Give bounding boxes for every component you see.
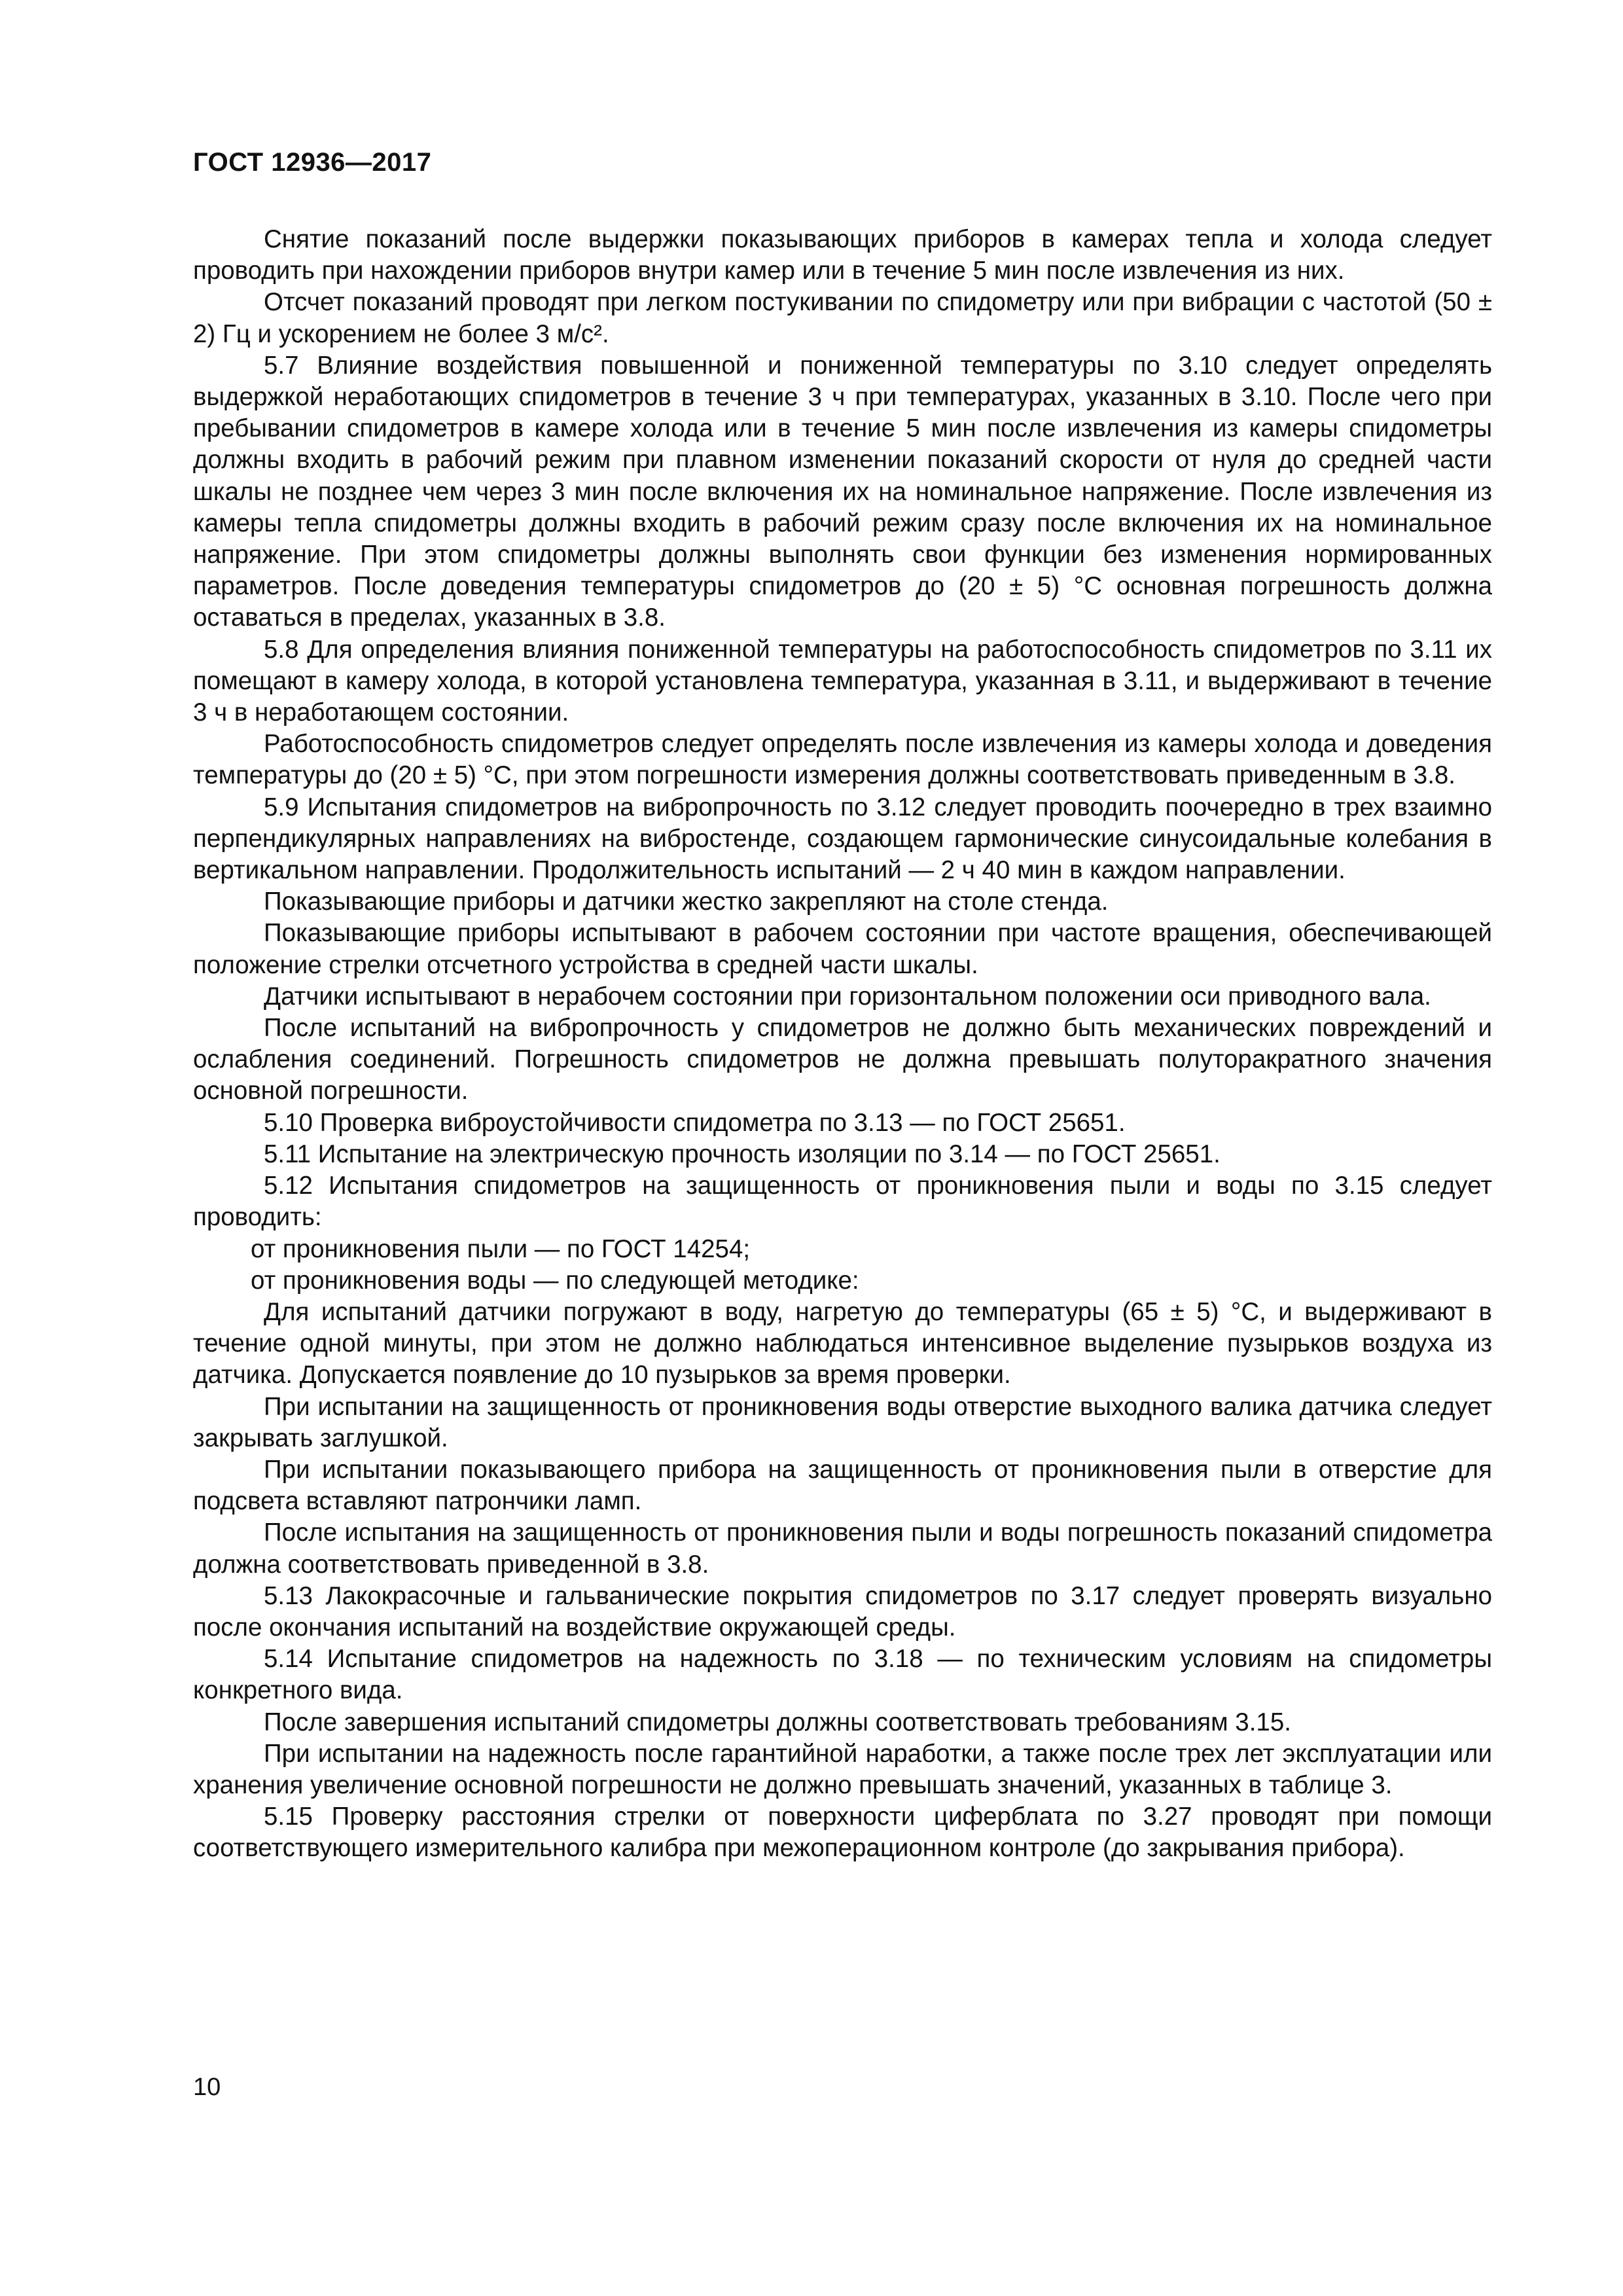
paragraph: При испытании показывающего прибора на защищенность от проникновения пыли в отверстие для подсвета вставляют патрончики ламп. <box>193 1455 1492 1516</box>
list-item: от проникновения воды — по следующей методике: <box>251 1266 859 1295</box>
document-body <box>193 224 1492 1865</box>
paragraph: 5.8 Для определения влияния пониженной температуры на работоспособность спидометров по 3.11 их помещают в камеру холода, в которой установлена температура, указанная в 3.11, и выдерживают в течение 3 ч в неработающем состоянии. <box>193 635 1492 727</box>
page-number: 10 <box>193 2073 221 2101</box>
document-header: ГОСТ 12936—2017 <box>193 148 432 177</box>
paragraph: 5.11 Испытание на электрическую прочность изоляции по 3.14 — по ГОСТ 25651. <box>264 1139 1221 1168</box>
paragraph: После завершения испытаний спидометры должны соответствовать требованиям 3.15. <box>264 1708 1291 1736</box>
paragraph: 5.10 Проверка виброустойчивости спидометра по 3.13 — по ГОСТ 25651. <box>264 1108 1126 1137</box>
list-item: от проникновения пыли — по ГОСТ 14254; <box>251 1234 751 1263</box>
paragraph: Снятие показаний после выдержки показывающих приборов в камерах тепла и холода следует проводить при нахождении приборов внутри камер или в течение 5 мин после извлечения из них. <box>193 225 1492 285</box>
paragraph: 5.15 Проверку расстояния стрелки от поверхности циферблата по 3.27 проводят при помощи соответствующего измерительного калибра при межоперационном контроле (до закрывания прибора). <box>193 1803 1492 1863</box>
paragraph: 5.7 Влияние воздействия повышенной и пониженной температуры по 3.10 следует определять выдержкой неработающих спидометров в течение 3 ч при температурах, указанных в 3.10. После чего при пребывании спидометров в камере холода или в течение 5 мин после извлечения из камеры спидометры должны входить в рабочий режим при плавном изменении показаний скорости от нуля до средней части шкалы не позднее чем через 3 мин после включения их на номинальное напряжение. После извлечения из камеры тепла спидометры должны входить в рабочий режим сразу после включения их на номинальное напряжение. При этом спидометры должны выполнять свои функции без изменения нормированных параметров. После доведения температуры спидометров до (20 ± 5) °С основная погрешность должна оставаться в пределах, указанных в 3.8. <box>193 351 1492 632</box>
paragraph: После испытания на защищенность от проникновения пыли и воды погрешность показаний спидометра должна соответствовать приведенной в 3.8. <box>193 1518 1492 1579</box>
paragraph: 5.12 Испытания спидометров на защищенность от проникновения пыли и воды по 3.15 следует проводить: <box>193 1172 1492 1232</box>
paragraph: Показывающие приборы испытывают в рабочем состоянии при частоте вращения, обеспечивающей положение стрелки отсчетного устройства в средней части шкалы. <box>193 919 1492 979</box>
paragraph: При испытании на надежность после гарантийной наработки, а также после трех лет эксплуатации или хранения увеличение основной погрешности не должно превышать значений, указанных в таблице 3. <box>193 1739 1492 1799</box>
paragraph: Для испытаний датчики погружают в воду, нагретую до температуры (65 ± 5) °С, и выдерживают в течение одной минуты, при этом не должно наблюдаться интенсивное выделение пузырьков воздуха из датчика. Допускается появление до 10 пузырьков за время проверки. <box>193 1297 1492 1390</box>
paragraph: 5.13 Лакокрасочные и гальванические покрытия спидометров по 3.17 следует проверять визуально после окончания испытаний на воздействие окружающей среды. <box>193 1581 1492 1641</box>
paragraph: Показывающие приборы и датчики жестко закрепляют на столе стенда. <box>264 888 1109 916</box>
paragraph: Работоспособность спидометров следует определять после извлечения из камеры холода и доведения температуры до (20 ± 5) °С, при этом погрешности измерения должны соответствовать приведенным в 3.8. <box>193 730 1492 790</box>
paragraph: Датчики испытывают в нерабочем состоянии при горизонтальном положении оси приводного вала. <box>264 982 1431 1011</box>
paragraph: После испытаний на вибропрочность у спидометров не должно быть механических повреждений и ослабления соединений. Погрешность спидометров не должна превышать полуторакратного значения основной погрешности. <box>193 1014 1492 1105</box>
paragraph: 5.14 Испытание спидометров на надежность по 3.18 — по техническим условиям на спидометры конкретного вида. <box>193 1645 1492 1705</box>
paragraph: Отсчет показаний проводят при легком постукивании по спидометру или при вибрации с частотой (50 ± 2) Гц и ускорением не более 3 м/с². <box>193 288 1492 348</box>
paragraph: При испытании на защищенность от проникновения воды отверстие выходного валика датчика следует закрывать заглушкой. <box>193 1392 1492 1452</box>
paragraph: 5.9 Испытания спидометров на вибропрочность по 3.12 следует проводить поочередно в трех взаимно перпендикулярных направлениях на вибростенде, создающем гармонические синусоидальные колебания в вертикальном направлении. Продолжительность испытаний — 2 ч 40 мин в каждом направлении. <box>193 793 1492 885</box>
